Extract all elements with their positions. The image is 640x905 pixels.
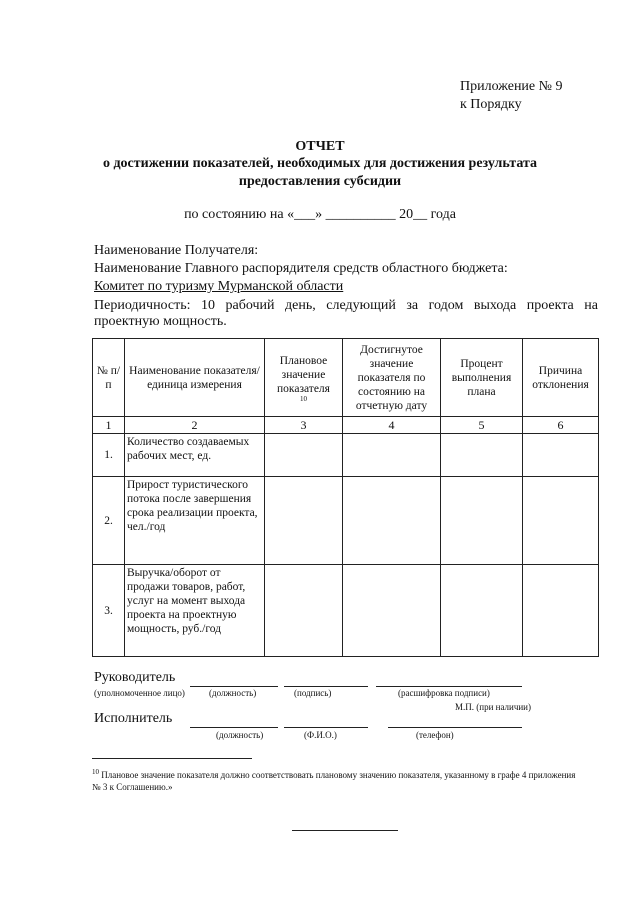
col-number: 5 — [441, 417, 523, 434]
indicator-name: Выручка/оборот от продажи товаров, работ, услуг на момент выхода проекта на проектную мощность, руб./год — [125, 565, 265, 657]
reason-cell[interactable] — [523, 434, 599, 477]
report-title: ОТЧЕТ — [295, 139, 345, 154]
planned-value-cell[interactable] — [265, 477, 343, 565]
percent-cell[interactable] — [441, 565, 523, 657]
header-num: № п/п — [93, 339, 125, 417]
main-manager-label: Наименование Главного распорядителя средств областного бюджета: — [94, 261, 508, 276]
header-planned — [265, 339, 343, 417]
recipient-label: Наименование Получателя: — [94, 243, 259, 258]
achieved-value-cell[interactable] — [343, 434, 441, 477]
head-sublabel-decoding: (расшифровка подписи) — [398, 688, 490, 698]
appendix-number: Приложение № 9 — [460, 79, 563, 94]
executor-sublabel-position: (должность) — [216, 730, 264, 740]
as-of-date-line: по состоянию на «___» __________ 20__ года — [184, 207, 456, 222]
col-number: 6 — [523, 417, 599, 434]
achieved-value-cell[interactable] — [343, 565, 441, 657]
head-sublabel-signature: (подпись) — [294, 688, 332, 698]
header-name: Наименование показателя/ единица измерения — [125, 339, 265, 417]
footnote-text: Плановое значение показателя должно соответствовать плановому значению показателя, указанному в графе 4 приложения № 3 к Соглашению.» — [92, 770, 576, 792]
table-row — [93, 477, 599, 565]
report-subtitle-line2: предоставления субсидии — [238, 174, 402, 189]
head-signature-line[interactable] — [284, 686, 368, 687]
executor-sublabel-fio: (Ф.И.О.) — [304, 730, 337, 740]
stamp-note: М.П. (при наличии) — [455, 702, 531, 712]
header-reason: Причина отклонения — [523, 339, 599, 417]
col-number: 4 — [343, 417, 441, 434]
row-number: 1. — [93, 434, 125, 477]
committee-name: Комитет по туризму Мурманской области — [94, 279, 344, 294]
table-row — [93, 565, 599, 657]
appendix-reference: к Порядку — [460, 97, 522, 112]
percent-cell[interactable] — [441, 434, 523, 477]
executor-fio-line[interactable] — [284, 727, 368, 728]
head-label: Руководитель — [94, 670, 176, 685]
executor-label: Исполнитель — [94, 711, 173, 726]
header-planned-label: Плановое значение показателя — [277, 354, 330, 395]
executor-sublabel-phone: (телефон) — [416, 730, 454, 740]
col-number: 1 — [93, 417, 125, 434]
table-header-row — [93, 339, 599, 417]
column-numbers-row — [93, 417, 599, 434]
indicators-table — [92, 338, 599, 657]
head-sublabel-authorized: (уполномоченное лицо) — [94, 688, 185, 698]
header-achieved: Достигнутое значение показателя по состоянию на отчетную дату — [343, 339, 441, 417]
planned-value-cell[interactable] — [265, 434, 343, 477]
footnote — [92, 766, 582, 793]
head-decoding-line[interactable] — [376, 686, 522, 687]
indicator-name: Количество создаваемых рабочих мест, ед. — [125, 434, 265, 477]
header-percent: Процент выполнения плана — [441, 339, 523, 417]
reason-cell[interactable] — [523, 477, 599, 565]
periodicity-line1: Периодичность: 10 рабочий день, следующий за годом выхода проекта на — [94, 298, 598, 313]
percent-cell[interactable] — [441, 477, 523, 565]
executor-position-line[interactable] — [190, 727, 278, 728]
bottom-separator — [292, 830, 398, 831]
head-sublabel-position: (должность) — [209, 688, 257, 698]
achieved-value-cell[interactable] — [343, 477, 441, 565]
table-row — [93, 434, 599, 477]
col-number: 2 — [125, 417, 265, 434]
reason-cell[interactable] — [523, 565, 599, 657]
indicator-name: Прирост туристического потока после завершения срока реализации проекта, чел./год — [125, 477, 265, 565]
footnote-marker: 10 — [92, 768, 99, 776]
appendix-header — [460, 78, 563, 114]
row-number: 2. — [93, 477, 125, 565]
head-position-line[interactable] — [190, 686, 278, 687]
footnote-separator — [92, 758, 252, 759]
executor-phone-line[interactable] — [388, 727, 522, 728]
report-subtitle-line1: о достижении показателей, необходимых для достижения результата — [102, 156, 538, 171]
row-number: 3. — [93, 565, 125, 657]
header-planned-footnote-mark: 10 — [300, 394, 307, 403]
periodicity-line2: проектную мощность. — [94, 314, 227, 329]
planned-value-cell[interactable] — [265, 565, 343, 657]
col-number: 3 — [265, 417, 343, 434]
